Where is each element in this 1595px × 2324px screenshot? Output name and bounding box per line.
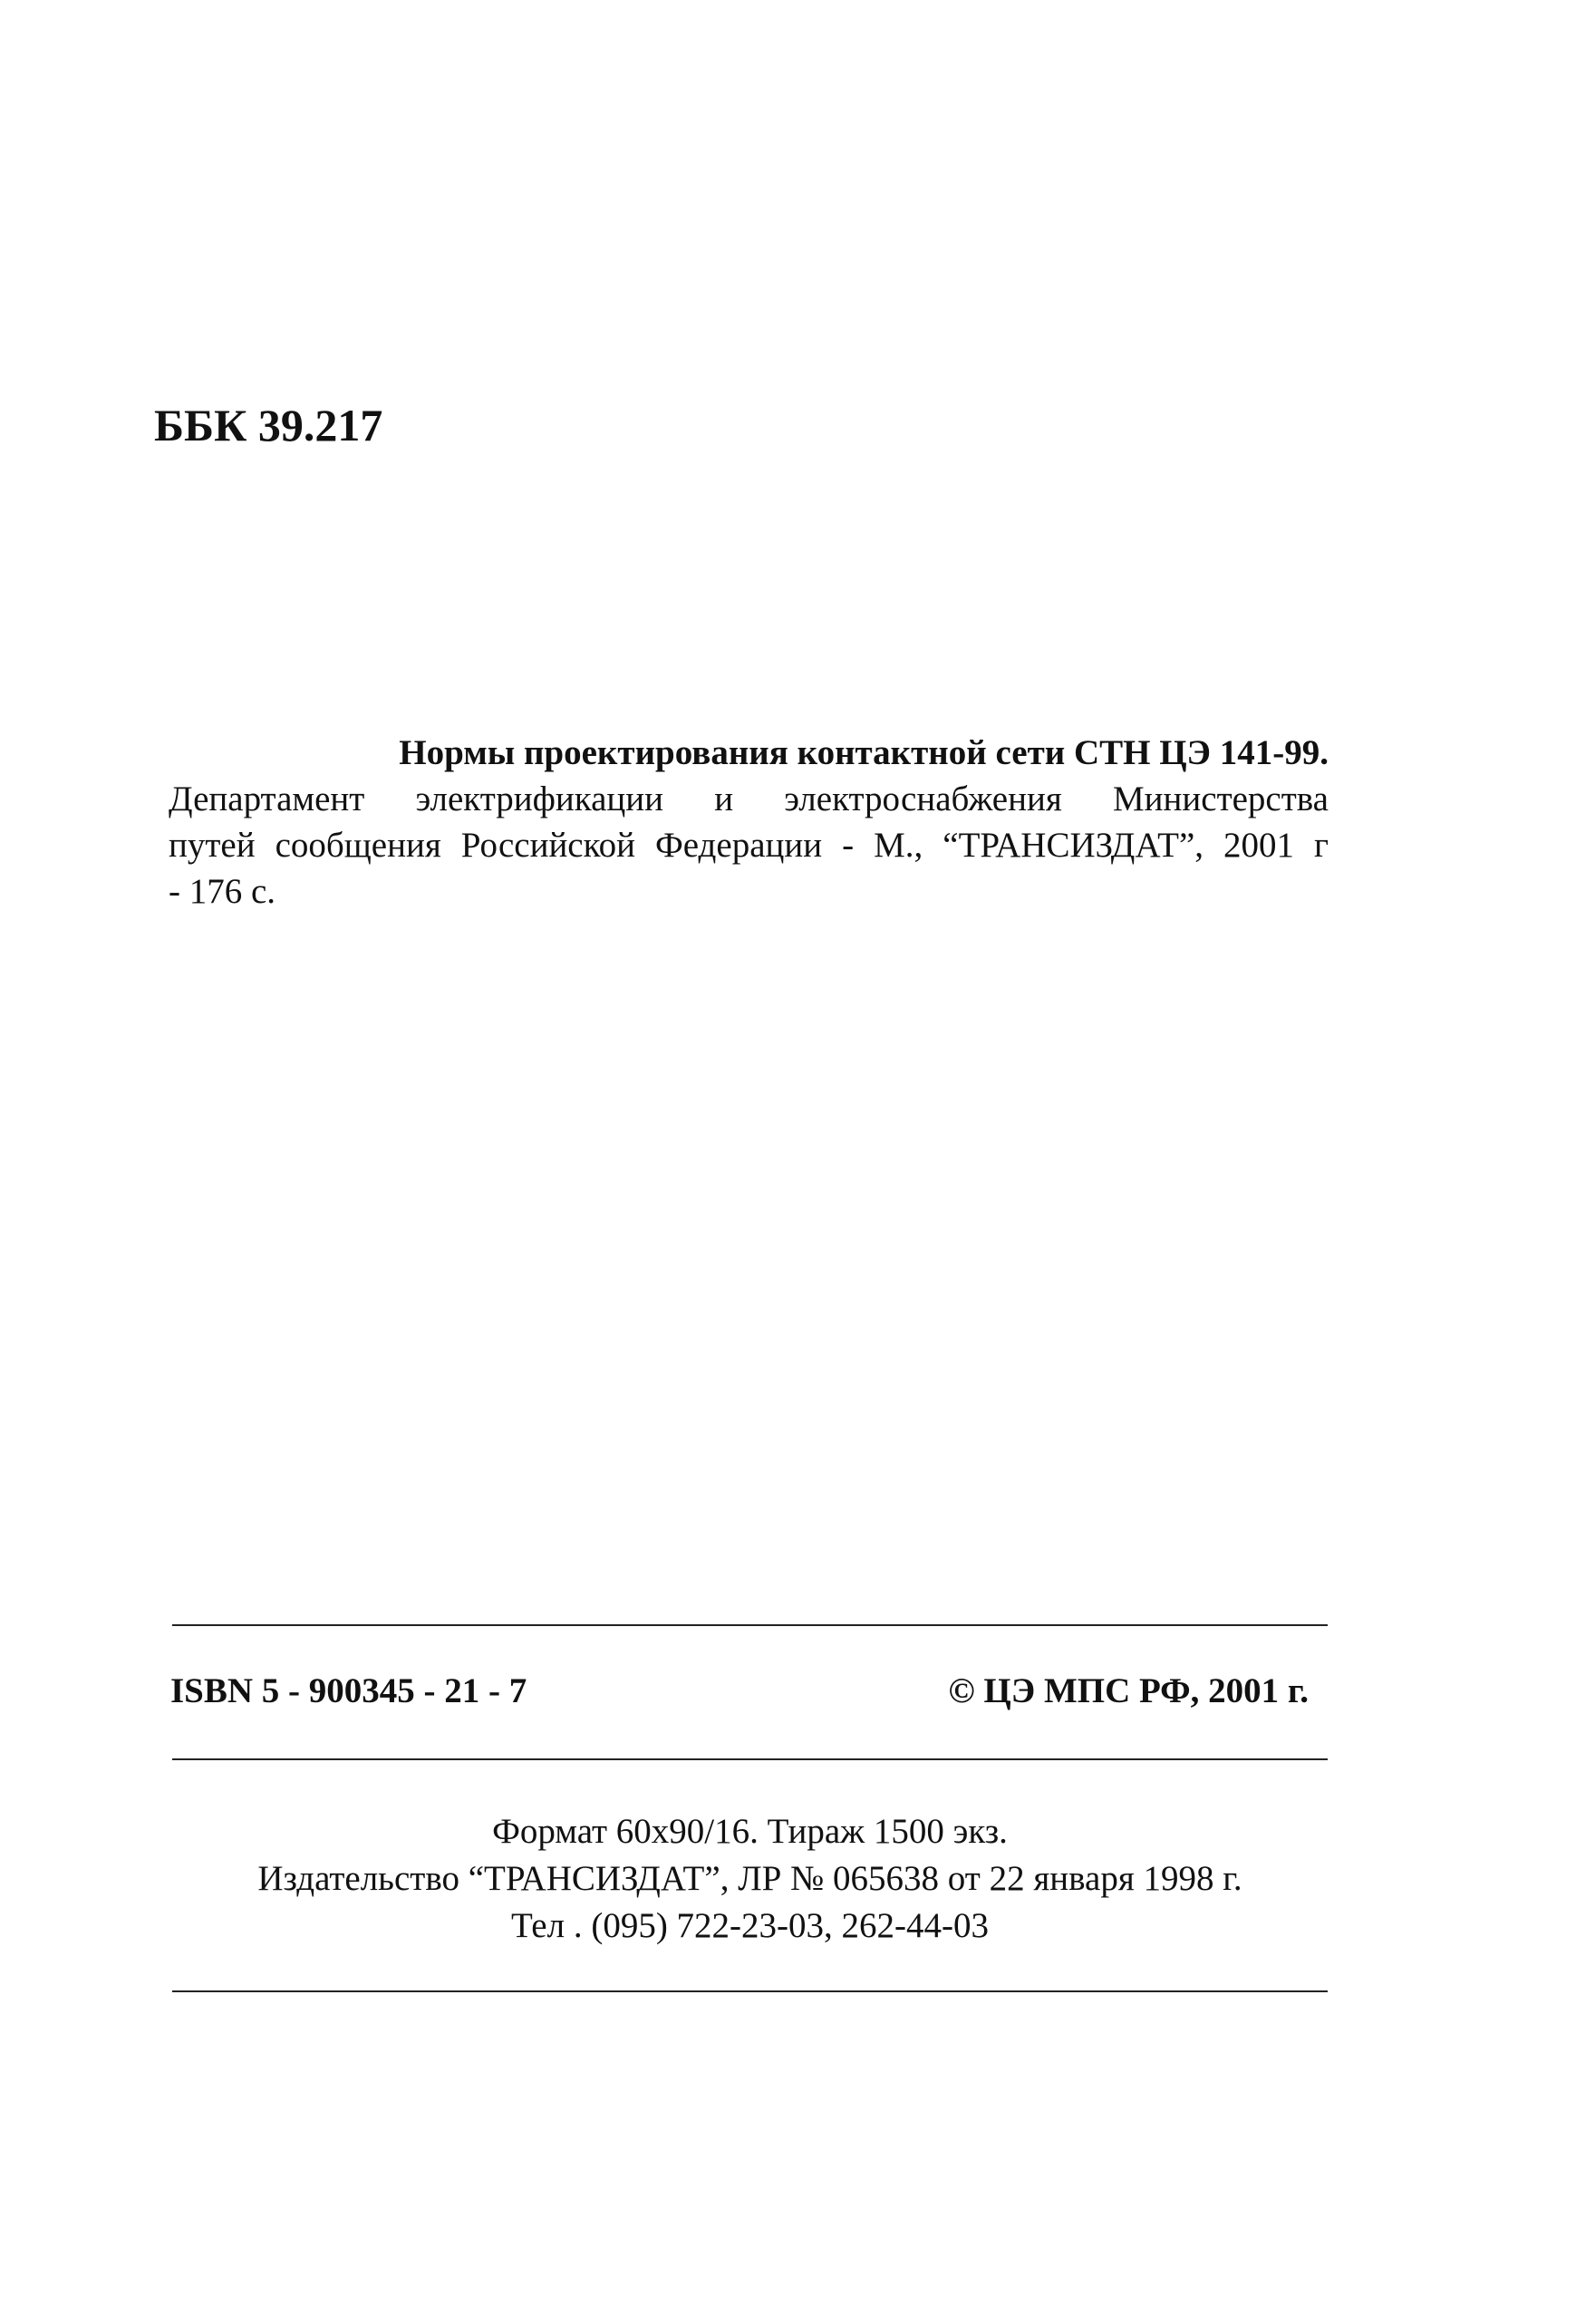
bbk-classification: ББК 39.217: [154, 400, 383, 450]
imprint-phone-line: Тел . (095) 722-23-03, 262-44-03: [510, 1906, 990, 1945]
isbn-number: ISBN 5 - 900345 - 21 - 7: [170, 1671, 527, 1710]
divider-top: [172, 1624, 1328, 1626]
imprint-format-line: Формат 60x90/16. Тираж 1500 экз.: [492, 1812, 1008, 1851]
copyright-notice: © ЦЭ МПС РФ, 2001 г.: [948, 1671, 1309, 1710]
description-line-pages: - 176 с.: [169, 872, 276, 911]
description-line-department: Департамент электрификации и электроснабжения Министерства: [169, 780, 1329, 818]
divider-middle: [172, 1758, 1328, 1760]
imprint-publisher-line: Издательство “ТРАНСИЗДАТ”, ЛР № 065638 от 22 января 1998 г.: [257, 1859, 1242, 1898]
divider-bottom: [172, 1990, 1328, 1992]
document-title: Нормы проектирования контактной сети СТН ЦЭ 141-99.: [399, 733, 1329, 772]
description-line-publisher: путей сообщения Российской Федерации - М., “ТРАНСИЗДАТ”, 2001 г: [169, 826, 1329, 865]
print-imprint: [172, 1808, 1328, 1950]
bibliographic-description: [169, 730, 1329, 915]
